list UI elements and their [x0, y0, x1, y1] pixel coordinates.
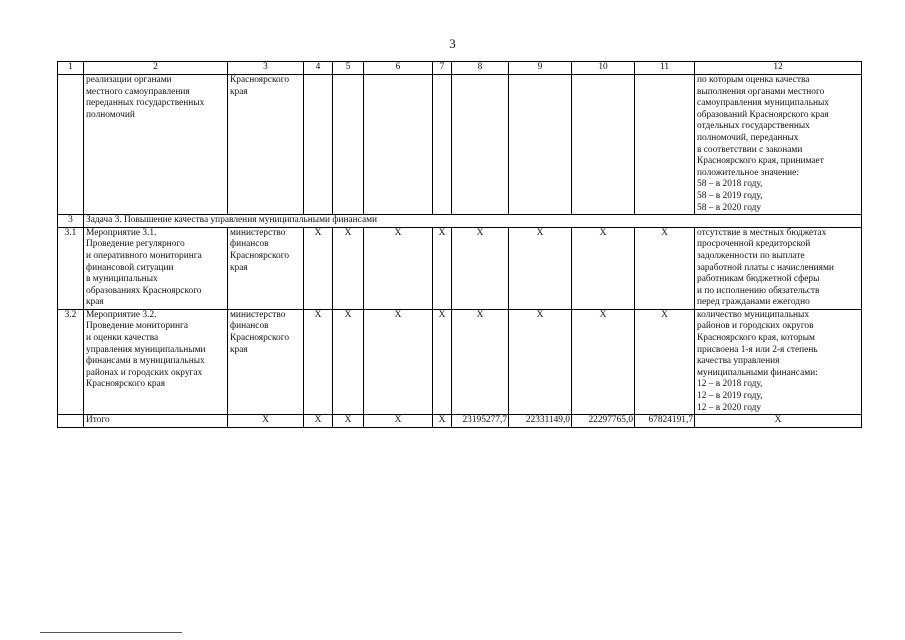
cell-empty [333, 75, 364, 215]
program-table [57, 61, 862, 428]
col-header-4: 4 [304, 62, 333, 75]
col-header-5: 5 [333, 62, 364, 75]
col-header-8: 8 [452, 62, 509, 75]
cell-activity-text: Мероприятие 3.2. Проведение мониторинга и оценки качества управления муниципальными финансами в муниципальных районах и городских округах Красноярского края [84, 309, 228, 414]
table-row-task-3 [58, 215, 862, 228]
cell-empty [635, 75, 695, 215]
cell-mark: Х [304, 415, 333, 428]
cell-row-number: 3.2 [58, 309, 84, 414]
table-row-continuation [58, 75, 862, 215]
cell-mark: Х [333, 415, 364, 428]
cell-mark: Х [635, 309, 695, 414]
cell-mark: Х [572, 309, 635, 414]
table-row-3-1 [58, 227, 862, 309]
cell-empty [572, 75, 635, 215]
cell-empty [58, 415, 84, 428]
cell-expected-result: количество муниципальных районов и городских округов Красноярского края, которым присвоена 1-я или 2-я степень качества управления муниципальными финансами: 12 – в 2018 году, 12 – в 2019 году, 12 – в 2020 году [695, 309, 862, 414]
cell-empty [433, 75, 452, 215]
cell-executor: министерство финансов Красноярского края [228, 309, 304, 414]
cell-mark: Х [572, 227, 635, 309]
table-row-total [58, 415, 862, 428]
cell-mark: Х [433, 415, 452, 428]
col-header-2: 2 [84, 62, 228, 75]
cell-activity-text: Мероприятие 3.1. Проведение регулярного и оперативного мониторинга финансовой ситуации в муниципальных образованиях Красноярского края [84, 227, 228, 309]
cell-total-label: Итого [84, 415, 228, 428]
cell-row-number: 3 [58, 215, 84, 228]
cell-total-2019: 22331149,0 [509, 415, 572, 428]
cell-mark: Х [452, 309, 509, 414]
page-number: 3 [449, 36, 456, 51]
col-header-10: 10 [572, 62, 635, 75]
cell-mark: Х [509, 309, 572, 414]
cell-mark: Х [333, 227, 364, 309]
cell-mark: Х [228, 415, 304, 428]
cell-mark: Х [364, 227, 433, 309]
cell-total-2018: 23195277,7 [452, 415, 509, 428]
cell-mark: Х [433, 309, 452, 414]
col-header-7: 7 [433, 62, 452, 75]
col-header-3: 3 [228, 62, 304, 75]
cell-mark: Х [364, 309, 433, 414]
cell-expected-result: по которым оценка качества выполнения органами местного самоуправления муниципальных образований Красноярского края отдельных государственных полномочий, переданных в соответствии с законами Красноярского края, принимает положительное значение: 58 – в 2018 году, 58 – в 2019 году, 58 – в 2020 году [695, 75, 862, 215]
col-header-9: 9 [509, 62, 572, 75]
cell-mark: Х [304, 309, 333, 414]
cell-expected-result: отсутствие в местных бюджетах просроченной кредиторской задолженности по выплате заработной платы с начислениями работникам бюджетной сферы и по исполнению обязательств перед гражданами ежегодно [695, 227, 862, 309]
cell-empty [58, 75, 84, 215]
cell-task-title: Задача 3. Повышение качества управления муниципальными финансами [84, 215, 862, 228]
table-row-3-2 [58, 309, 862, 414]
cell-empty [304, 75, 333, 215]
cell-row-number: 3.1 [58, 227, 84, 309]
cell-empty [452, 75, 509, 215]
cell-empty [509, 75, 572, 215]
col-header-1: 1 [58, 62, 84, 75]
cell-executor: министерство финансов Красноярского края [228, 227, 304, 309]
cell-empty [364, 75, 433, 215]
cell-mark: Х [304, 227, 333, 309]
cell-mark: Х [433, 227, 452, 309]
col-header-12: 12 [695, 62, 862, 75]
cell-mark: Х [333, 309, 364, 414]
cell-mark: Х [452, 227, 509, 309]
cell-total-2020: 22297765,0 [572, 415, 635, 428]
cell-activity-text: реализации органами местного самоуправления переданных государственных полномочий [84, 75, 228, 215]
col-header-11: 11 [635, 62, 695, 75]
cell-executor: Красноярского края [228, 75, 304, 215]
column-number-row [58, 62, 862, 75]
cell-mark: Х [509, 227, 572, 309]
cell-mark: Х [695, 415, 862, 428]
cell-total-sum: 67824191,7 [635, 415, 695, 428]
cell-mark: Х [364, 415, 433, 428]
cell-mark: Х [635, 227, 695, 309]
footnote-separator-line [40, 632, 182, 633]
col-header-6: 6 [364, 62, 433, 75]
